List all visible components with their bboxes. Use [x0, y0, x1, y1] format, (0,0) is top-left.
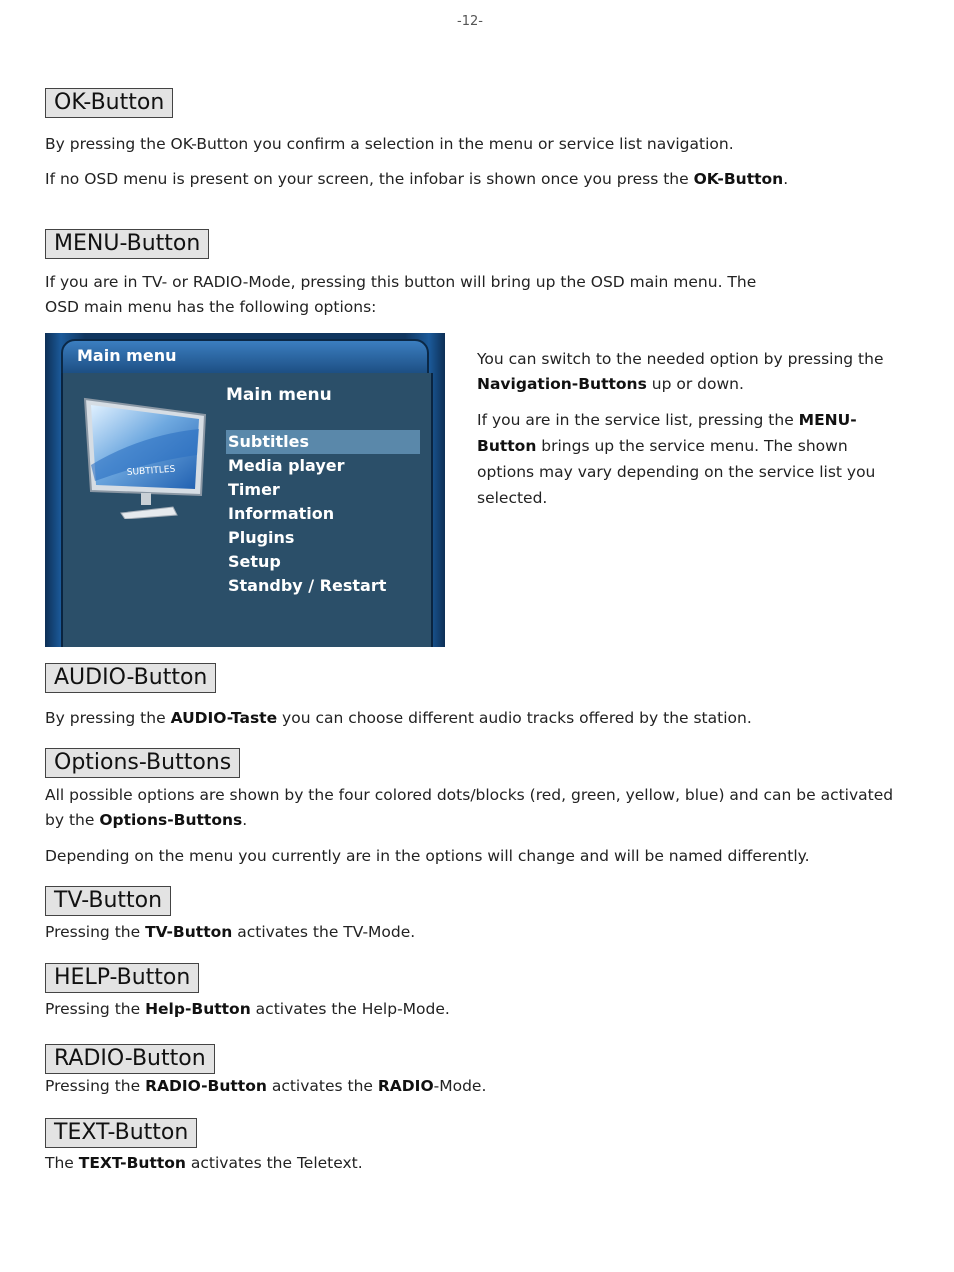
osd-item-information[interactable]: Information [228, 504, 335, 523]
help-paragraph: Pressing the Help-Button activates the Help-Mode. [45, 1000, 450, 1018]
osd-menu-heading: Main menu [226, 385, 332, 405]
osd-item-standby-restart[interactable]: Standby / Restart [228, 576, 387, 595]
text-paragraph: The TEXT-Button activates the Teletext. [45, 1154, 363, 1172]
ok-button-heading: OK-Button [45, 88, 173, 118]
tv-button-heading: TV-Button [45, 886, 171, 916]
monitor-label: SUBTITLES [126, 464, 176, 478]
osd-item-setup[interactable]: Setup [228, 552, 281, 571]
menu-button-heading: MENU-Button [45, 229, 209, 259]
page-number: -12- [457, 14, 483, 29]
monitor-icon [81, 395, 211, 519]
help-button-heading: HELP-Button [45, 963, 199, 993]
options-paragraph-2: Depending on the menu you currently are in the options will change and will be named differently. [45, 847, 810, 865]
ok-paragraph-2: If no OSD menu is present on your screen, the infobar is shown once you press the OK-Button. [45, 170, 789, 188]
osd-item-media-player[interactable]: Media player [228, 456, 345, 475]
audio-paragraph: By pressing the AUDIO-Taste you can choose different audio tracks offered by the station. [45, 709, 752, 727]
options-buttons-heading: Options-Buttons [45, 748, 240, 778]
menu-paragraph: If you are in TV- or RADIO-Mode, pressing this button will bring up the OSD main menu. The OSD main menu has the following options: [45, 273, 757, 316]
osd-item-subtitles[interactable]: Subtitles [226, 430, 420, 454]
tv-paragraph: Pressing the TV-Button activates the TV-Mode. [45, 923, 416, 941]
radio-paragraph: Pressing the RADIO-Button activates the RADIO-Mode. [45, 1077, 487, 1095]
menu-side-paragraph-1: You can switch to the needed option by pressing the Navigation-Buttons up or down. [477, 350, 884, 393]
menu-side-paragraph-2: If you are in the service list, pressing the MENU- Button brings up the service menu. The shown options may vary depending on the service list you selected. [477, 411, 876, 507]
text-button-heading: TEXT-Button [45, 1118, 197, 1148]
audio-button-heading: AUDIO-Button [45, 663, 216, 693]
osd-item-plugins[interactable]: Plugins [228, 528, 295, 547]
osd-main-menu-screenshot [45, 333, 445, 647]
radio-button-heading: RADIO-Button [45, 1044, 215, 1074]
ok-paragraph-1: By pressing the OK-Button you confirm a selection in the menu or service list navigation. [45, 135, 734, 153]
osd-window-title: Main menu [77, 346, 177, 365]
options-paragraph-1: All possible options are shown by the four colored dots/blocks (red, green, yellow, blue) and can be activated by the Options-Buttons. [45, 786, 894, 829]
osd-item-timer[interactable]: Timer [228, 480, 280, 499]
